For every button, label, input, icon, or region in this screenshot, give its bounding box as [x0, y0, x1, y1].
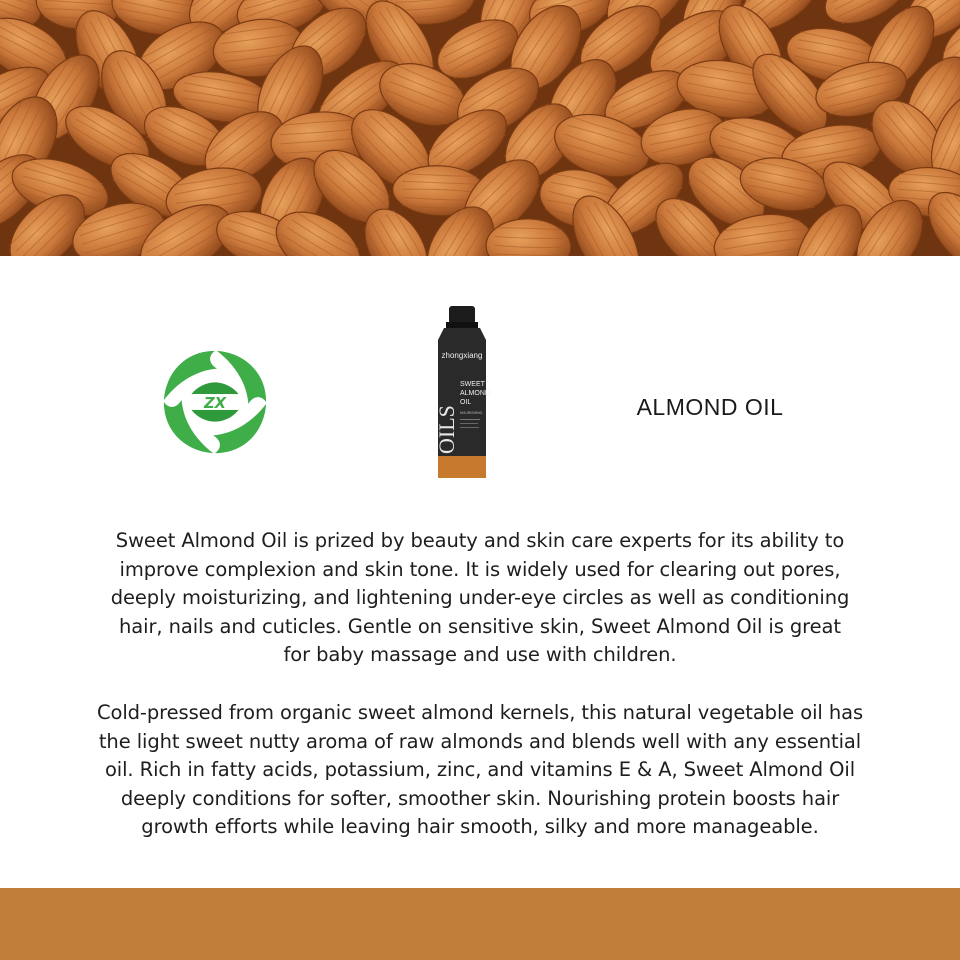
bottle-label-line-2: ALMOND [460, 390, 490, 397]
oil-bottle-image [424, 306, 500, 480]
description-line: deeply conditions for softer, smoother skin. Nourishing protein boosts hair [120, 786, 840, 810]
footer-color-bar [0, 888, 960, 960]
description-line: Sweet Almond Oil is prized by beauty and skin care experts for its ability to [115, 529, 845, 552]
product-title: ALMOND OIL [636, 394, 784, 420]
zx-leaf-logo [156, 343, 274, 461]
description-line: deeply moisturizing, and lightening under-eye circles as well as conditioning [110, 586, 850, 610]
description-paragraph-1 [60, 527, 900, 670]
description-line: hair, nails and cuticles. Gentle on sensitive skin, Sweet Almond Oil is great [119, 614, 841, 638]
almonds-banner-image [0, 0, 960, 256]
description-line: the light sweet nutty aroma of raw almonds and blends well with any essential [98, 729, 862, 753]
logo-mark-text: ZX [203, 394, 227, 412]
description-line: for baby massage and use with children. [283, 643, 677, 667]
description-line: improve complexion and skin tone. It is widely used for clearing out pores, [119, 557, 841, 581]
almonds-photo [0, 0, 960, 256]
bottle-label-line-3: OIL [460, 399, 472, 406]
description-line: growth efforts while leaving hair smooth, silky and more manageable. [141, 815, 819, 839]
description-paragraph-2 [60, 699, 900, 842]
bottle-brand-text: zhongxiang [441, 351, 483, 360]
description-line: Cold-pressed from organic sweet almond kernels, this natural vegetable oil has [96, 701, 864, 724]
bottle-subtitle: NOURISHING [460, 411, 483, 415]
bottle-label-line-1: SWEET [460, 381, 485, 388]
bottle-vertical-text: OILS [434, 405, 459, 454]
description-line: oil. Rich in fatty acids, potassium, zinc, and vitamins E & A, Sweet Almond Oil [104, 758, 856, 782]
